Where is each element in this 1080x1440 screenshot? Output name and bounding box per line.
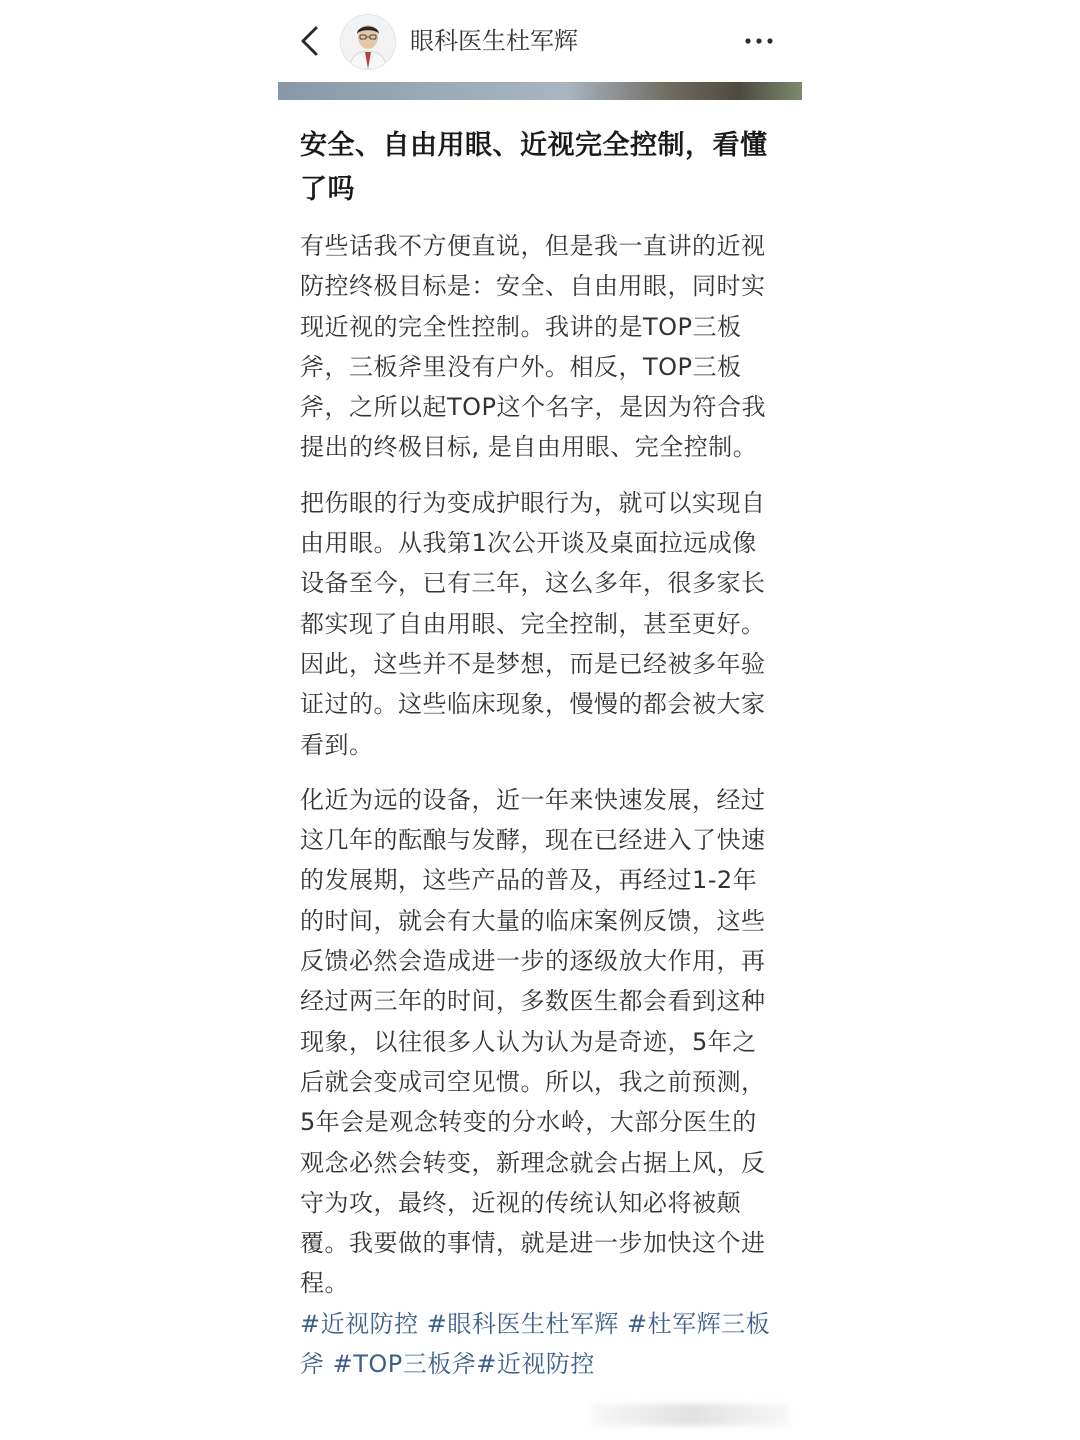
back-button[interactable] xyxy=(292,22,328,60)
hashtag-link[interactable]: #TOP三板斧 xyxy=(332,1349,477,1378)
avatar[interactable] xyxy=(340,14,396,70)
top-bar xyxy=(278,0,802,82)
author-name[interactable]: 眼科医生杜军辉 xyxy=(410,27,578,55)
more-options-button[interactable] xyxy=(742,26,776,56)
hashtag-link[interactable]: #近视防控 xyxy=(300,1309,427,1338)
post-paragraph-1: 有些话我不方便直说，但是我一直讲的近视防控终极目标是：安全、自由用眼，同时实现近视的完全性控制。我讲的是TOP三板斧，三板斧里没有户外。相反，TOP三板斧，之所以起TOP这个名字，是因为符合我提出的终极目标, 是自由用眼、完全控制。 xyxy=(300,232,767,462)
chevron-left-icon xyxy=(292,22,328,60)
watermark-blur xyxy=(592,1404,790,1426)
doctor-portrait-icon xyxy=(341,15,395,69)
post-paragraph-3: 化近为远的设备，近一年来快速发展，经过这几年的酝酿与发酵，现在已经进入了快速的发展期，这些产品的普及，再经过1-2年的时间，就会有大量的临床案例反馈，这些反馈必然会造成进一步的逐级放大作用，再经过两三年的时间，多数医生都会看到这种现象，以往很多人认为认为是奇迹，5年之后就会变成司空见惯。所以，我之前预测，5年会是观念转变的分水岭，大部分医生的观念必然会转变，新理念就会占据上风，反守为攻，最终，近视的传统认知必将被颠覆。我要做的事情，就是进一步加快这个进程。 xyxy=(300,785,766,1298)
cover-image-strip xyxy=(278,82,802,100)
post-title: 安全、自由用眼、近视完全控制，看懂了吗 xyxy=(300,130,768,205)
hashtag-link[interactable]: #近视防控 xyxy=(476,1349,595,1378)
post-paragraph-2: 把伤眼的行为变成护眼行为，就可以实现自由用眼。从我第1次公开谈及桌面拉远成像设备至今，已有三年，这么多年，很多家长都实现了自由用眼、完全控制，甚至更好。因此，这些并不是梦想，而是已经被多年验证过的。这些临床现象，慢慢的都会被大家看到。 xyxy=(300,488,766,759)
more-horizontal-icon xyxy=(742,26,776,56)
hashtag-link[interactable]: #杜军辉三板斧 xyxy=(300,1309,771,1378)
post-content xyxy=(300,124,780,1384)
hashtag-list xyxy=(300,1304,780,1384)
hashtag-link[interactable]: #眼科医生杜军辉 xyxy=(426,1309,627,1338)
